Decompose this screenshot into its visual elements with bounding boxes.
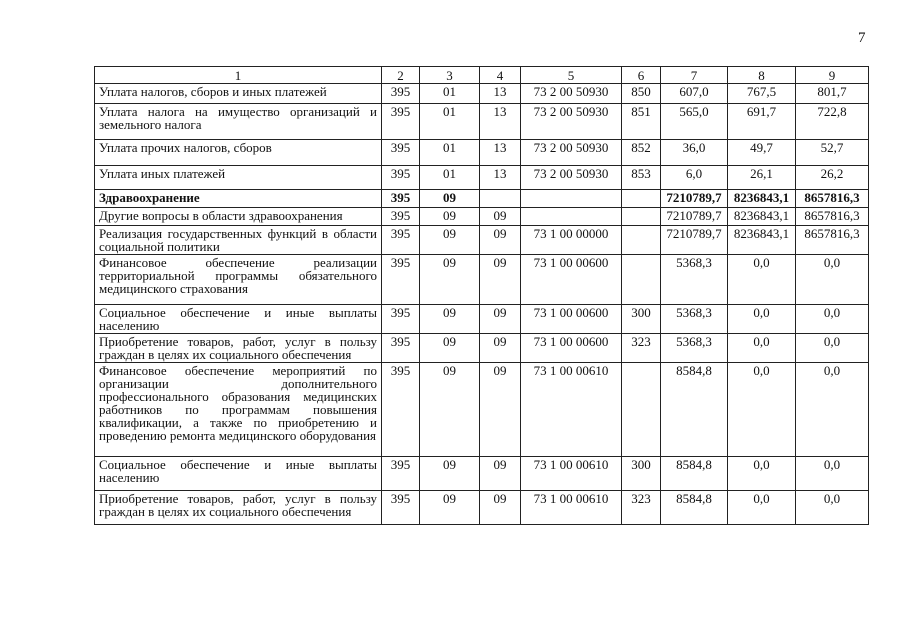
table-row (95, 363, 869, 457)
table-cell: 0,0 (796, 334, 869, 363)
table-cell (622, 255, 661, 305)
table-cell: 73 2 00 50930 (521, 140, 622, 166)
table-cell: 607,0 (661, 84, 728, 104)
row-name-cell: Уплата налогов, сборов и иных платежей (95, 84, 382, 104)
table-cell: 73 1 00 00000 (521, 226, 622, 255)
table-cell: 09 (420, 457, 480, 491)
row-name-cell: Другие вопросы в области здравоохранения (95, 208, 382, 226)
table-row (95, 166, 869, 190)
table-cell: 7210789,7 (661, 208, 728, 226)
table-body (95, 84, 869, 525)
table-cell: 09 (480, 363, 521, 457)
table-cell: 691,7 (728, 104, 796, 140)
table-cell: 8584,8 (661, 457, 728, 491)
table-cell: 853 (622, 166, 661, 190)
table-cell: 49,7 (728, 140, 796, 166)
table-cell: 26,1 (728, 166, 796, 190)
table-cell: 395 (382, 491, 420, 525)
table-cell: 36,0 (661, 140, 728, 166)
table-cell: 13 (480, 140, 521, 166)
table-cell: 395 (382, 104, 420, 140)
header-cell: 1 (95, 67, 382, 84)
table-cell: 395 (382, 84, 420, 104)
table-cell (622, 190, 661, 208)
table-row (95, 104, 869, 140)
table-row (95, 226, 869, 255)
table-cell: 801,7 (796, 84, 869, 104)
table-cell: 73 2 00 50930 (521, 104, 622, 140)
table-cell: 01 (420, 140, 480, 166)
table-cell: 5368,3 (661, 305, 728, 334)
table-cell: 0,0 (728, 305, 796, 334)
table-cell: 73 1 00 00600 (521, 334, 622, 363)
table-cell: 09 (420, 491, 480, 525)
table-cell: 09 (420, 208, 480, 226)
table-cell: 7210789,7 (661, 226, 728, 255)
table-row (95, 491, 869, 525)
table-cell: 09 (480, 305, 521, 334)
table-cell: 0,0 (796, 491, 869, 525)
table-cell: 0,0 (796, 363, 869, 457)
table-cell: 852 (622, 140, 661, 166)
table-cell: 09 (420, 305, 480, 334)
row-name-cell: Уплата иных платежей (95, 166, 382, 190)
table-cell: 8584,8 (661, 491, 728, 525)
table-cell: 01 (420, 166, 480, 190)
table-cell: 0,0 (796, 457, 869, 491)
table-cell: 8657816,3 (796, 208, 869, 226)
table-cell: 09 (420, 363, 480, 457)
table-cell: 73 2 00 50930 (521, 84, 622, 104)
table-cell: 395 (382, 226, 420, 255)
table-cell: 6,0 (661, 166, 728, 190)
table-cell: 850 (622, 84, 661, 104)
table-cell: 395 (382, 255, 420, 305)
row-name-cell: Уплата прочих налогов, сборов (95, 140, 382, 166)
table-row (95, 457, 869, 491)
table-cell: 09 (480, 208, 521, 226)
table-cell (622, 226, 661, 255)
table-cell (622, 208, 661, 226)
header-cell: 9 (796, 67, 869, 84)
table-cell (521, 208, 622, 226)
row-name-cell: Социальное обеспечение и иные выплаты населению (95, 305, 382, 334)
table-cell: 73 1 00 00610 (521, 363, 622, 457)
table-cell: 0,0 (796, 305, 869, 334)
row-name-cell: Уплата налога на имущество организаций и земельного налога (95, 104, 382, 140)
header-cell: 6 (622, 67, 661, 84)
table-row (95, 334, 869, 363)
row-name-cell: Здравоохранение (95, 190, 382, 208)
table-cell: 73 1 00 00610 (521, 457, 622, 491)
table-cell: 09 (420, 334, 480, 363)
table-cell: 8657816,3 (796, 190, 869, 208)
table-cell: 8236843,1 (728, 208, 796, 226)
table-cell: 8584,8 (661, 363, 728, 457)
header-cell: 8 (728, 67, 796, 84)
row-name-cell: Приобретение товаров, работ, услуг в пользу граждан в целях их социального обеспечения (95, 491, 382, 525)
table-cell: 300 (622, 457, 661, 491)
table-cell: 300 (622, 305, 661, 334)
header-cell: 3 (420, 67, 480, 84)
table-cell: 395 (382, 334, 420, 363)
table-cell: 09 (480, 457, 521, 491)
header-cell: 7 (661, 67, 728, 84)
row-name-cell: Реализация государственных функций в области социальной политики (95, 226, 382, 255)
table-cell: 851 (622, 104, 661, 140)
table-cell (480, 190, 521, 208)
table-cell: 13 (480, 84, 521, 104)
table-cell: 0,0 (728, 457, 796, 491)
page-number: 7 (858, 30, 866, 46)
table-cell: 09 (420, 226, 480, 255)
table-cell: 0,0 (728, 255, 796, 305)
row-name-cell: Финансовое обеспечение реализации территориальной программы обязательного медицинского страхования (95, 255, 382, 305)
table-cell: 395 (382, 166, 420, 190)
table-cell (521, 190, 622, 208)
table-cell: 395 (382, 363, 420, 457)
table-row (95, 84, 869, 104)
table-header-row (95, 67, 869, 84)
table-cell: 8657816,3 (796, 226, 869, 255)
table-cell: 09 (480, 255, 521, 305)
table-cell: 73 1 00 00600 (521, 305, 622, 334)
table-cell: 09 (420, 190, 480, 208)
table-cell: 09 (420, 255, 480, 305)
table-cell: 767,5 (728, 84, 796, 104)
table-cell: 8236843,1 (728, 226, 796, 255)
table-row (95, 140, 869, 166)
table-cell: 01 (420, 104, 480, 140)
table-cell: 73 2 00 50930 (521, 166, 622, 190)
table-cell: 09 (480, 226, 521, 255)
table-cell: 5368,3 (661, 255, 728, 305)
table-cell: 01 (420, 84, 480, 104)
table-cell (622, 363, 661, 457)
table-row (95, 190, 869, 208)
row-name-cell: Социальное обеспечение и иные выплаты населению (95, 457, 382, 491)
table-cell: 13 (480, 166, 521, 190)
table-cell: 0,0 (796, 255, 869, 305)
table-cell: 323 (622, 491, 661, 525)
table-cell: 73 1 00 00600 (521, 255, 622, 305)
row-name-cell: Приобретение товаров, работ, услуг в пользу граждан в целях их социального обеспечения (95, 334, 382, 363)
table-cell: 09 (480, 491, 521, 525)
table-cell: 7210789,7 (661, 190, 728, 208)
table-cell: 52,7 (796, 140, 869, 166)
table-cell: 73 1 00 00610 (521, 491, 622, 525)
table-cell: 0,0 (728, 363, 796, 457)
header-cell: 4 (480, 67, 521, 84)
table-cell: 565,0 (661, 104, 728, 140)
table-cell: 395 (382, 305, 420, 334)
table-cell: 5368,3 (661, 334, 728, 363)
table-cell: 395 (382, 140, 420, 166)
budget-table (94, 66, 869, 525)
table-cell: 8236843,1 (728, 190, 796, 208)
header-cell: 5 (521, 67, 622, 84)
table-cell: 26,2 (796, 166, 869, 190)
row-name-cell: Финансовое обеспечение мероприятий по организации дополнительного профессионального образования медицинских работников по программам повышения квалификации, а также по приобретению и проведению ремонта медицинского оборудования (95, 363, 382, 457)
table-cell: 323 (622, 334, 661, 363)
table-cell: 13 (480, 104, 521, 140)
table-row (95, 208, 869, 226)
table-cell: 395 (382, 190, 420, 208)
table-cell: 395 (382, 208, 420, 226)
table-row (95, 305, 869, 334)
header-cell: 2 (382, 67, 420, 84)
table-cell: 395 (382, 457, 420, 491)
table-cell: 0,0 (728, 334, 796, 363)
table-cell: 09 (480, 334, 521, 363)
table-cell: 0,0 (728, 491, 796, 525)
table-row (95, 255, 869, 305)
table-cell: 722,8 (796, 104, 869, 140)
